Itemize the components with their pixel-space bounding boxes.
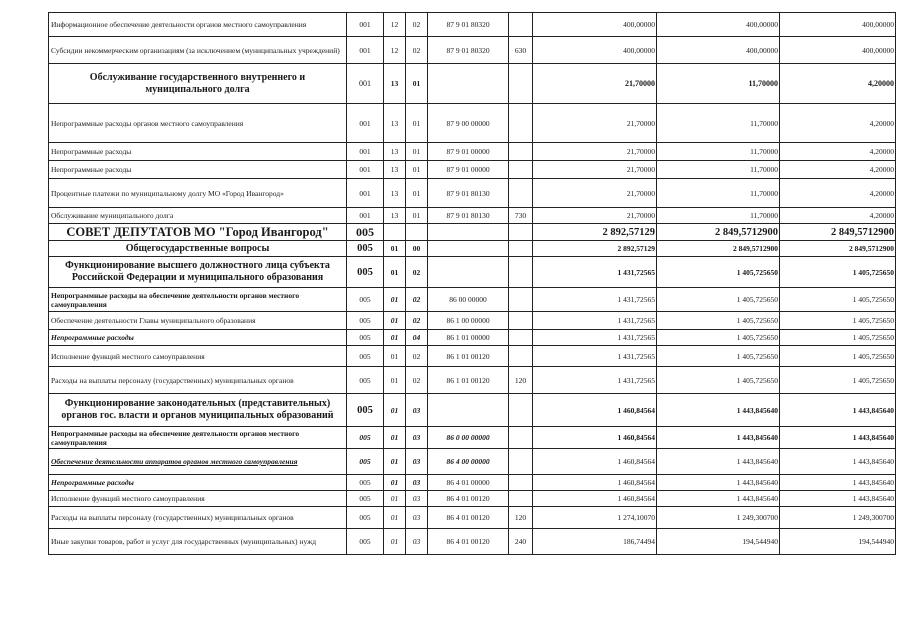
table-row xyxy=(49,491,896,507)
row-sum-year-3: 1 443,845640 xyxy=(780,449,896,475)
row-expense-type xyxy=(509,346,533,367)
row-sum-year-1: 21,70000 xyxy=(533,104,657,143)
row-name: Обеспечение деятельности аппаратов органов местного самоуправления xyxy=(49,449,347,475)
row-target-article: 86 0 00 00000 xyxy=(428,427,509,449)
row-admin-code: 005 xyxy=(347,346,384,367)
row-sum-year-1: 1 460,84564 xyxy=(533,475,657,491)
row-subsection: 03 xyxy=(406,449,428,475)
row-subsection: 02 xyxy=(406,13,428,37)
row-sum-year-2: 1 443,845640 xyxy=(657,475,780,491)
row-sum-year-2: 1 405,725650 xyxy=(657,257,780,288)
row-section: 13 xyxy=(384,208,406,224)
row-target-article xyxy=(428,64,509,104)
table-row xyxy=(49,507,896,529)
row-subsection xyxy=(406,224,428,241)
row-sum-year-1: 1 431,72565 xyxy=(533,257,657,288)
row-sum-year-2: 400,00000 xyxy=(657,13,780,37)
row-sum-year-1: 21,70000 xyxy=(533,161,657,179)
row-name: СОВЕТ ДЕПУТАТОВ МО "Город Ивангород" xyxy=(49,224,347,241)
row-target-article: 86 4 01 00000 xyxy=(428,475,509,491)
row-name: Иные закупки товаров, работ и услуг для государственных (муниципальных) нужд xyxy=(49,529,347,555)
row-sum-year-3: 1 405,725650 xyxy=(780,330,896,346)
row-sum-year-1: 1 460,84564 xyxy=(533,394,657,427)
row-name: Функционирование законодательных (представительных) органов гос. власти и органов муниципальных образований xyxy=(49,394,347,427)
row-admin-code: 005 xyxy=(347,475,384,491)
row-admin-code: 005 xyxy=(347,427,384,449)
row-section: 01 xyxy=(384,346,406,367)
row-sum-year-3: 1 405,725650 xyxy=(780,288,896,312)
table-row xyxy=(49,257,896,288)
row-subsection: 03 xyxy=(406,529,428,555)
row-target-article: 87 9 01 80130 xyxy=(428,179,509,208)
row-name: Процентные платежи по муниципальному долгу МО «Город Ивангород» xyxy=(49,179,347,208)
row-sum-year-1: 1 431,72565 xyxy=(533,288,657,312)
row-name: Непрограммные расходы органов местного самоуправления xyxy=(49,104,347,143)
table-row xyxy=(49,208,896,224)
row-target-article: 86 1 01 00120 xyxy=(428,367,509,394)
row-admin-code: 005 xyxy=(347,312,384,330)
row-section: 01 xyxy=(384,288,406,312)
row-sum-year-3: 1 405,725650 xyxy=(780,257,896,288)
table-row xyxy=(49,37,896,64)
row-name: Общегосударственные вопросы xyxy=(49,241,347,257)
row-subsection: 03 xyxy=(406,507,428,529)
row-target-article: 86 4 01 00120 xyxy=(428,491,509,507)
row-subsection: 04 xyxy=(406,330,428,346)
row-expense-type xyxy=(509,161,533,179)
row-expense-type xyxy=(509,179,533,208)
row-subsection: 02 xyxy=(406,312,428,330)
row-subsection: 01 xyxy=(406,161,428,179)
table-row xyxy=(49,161,896,179)
table-row xyxy=(49,143,896,161)
row-sum-year-1: 1 274,10070 xyxy=(533,507,657,529)
row-subsection: 02 xyxy=(406,346,428,367)
row-expense-type xyxy=(509,475,533,491)
table-row xyxy=(49,449,896,475)
row-subsection: 02 xyxy=(406,367,428,394)
row-target-article: 87 9 01 80320 xyxy=(428,37,509,64)
row-admin-code: 001 xyxy=(347,64,384,104)
row-admin-code: 005 xyxy=(347,241,384,257)
row-name: Непрограммные расходы на обеспечение деятельности органов местного самоуправления xyxy=(49,427,347,449)
row-sum-year-2: 2 849,5712900 xyxy=(657,224,780,241)
row-sum-year-3: 1 443,845640 xyxy=(780,427,896,449)
row-name: Исполнение функций местного самоуправления xyxy=(49,491,347,507)
row-name: Расходы на выплаты персоналу (государственных) муниципальных органов xyxy=(49,367,347,394)
row-expense-type xyxy=(509,312,533,330)
table-row xyxy=(49,427,896,449)
row-sum-year-3: 1 405,725650 xyxy=(780,367,896,394)
row-sum-year-1: 400,00000 xyxy=(533,13,657,37)
row-sum-year-1: 1 460,84564 xyxy=(533,427,657,449)
row-sum-year-2: 1 405,725650 xyxy=(657,330,780,346)
table-row xyxy=(49,312,896,330)
row-target-article xyxy=(428,257,509,288)
row-target-article: 86 1 01 00120 xyxy=(428,346,509,367)
row-sum-year-2: 194,544940 xyxy=(657,529,780,555)
row-expense-type xyxy=(509,330,533,346)
row-admin-code: 005 xyxy=(347,394,384,427)
row-target-article: 87 9 01 00000 xyxy=(428,161,509,179)
row-subsection: 03 xyxy=(406,491,428,507)
row-section: 01 xyxy=(384,507,406,529)
row-sum-year-1: 1 431,72565 xyxy=(533,346,657,367)
row-section: 13 xyxy=(384,64,406,104)
row-subsection: 03 xyxy=(406,427,428,449)
row-expense-type xyxy=(509,449,533,475)
table-row xyxy=(49,64,896,104)
row-admin-code: 001 xyxy=(347,104,384,143)
row-target-article: 87 9 01 80320 xyxy=(428,13,509,37)
row-sum-year-1: 1 431,72565 xyxy=(533,312,657,330)
row-target-article: 86 00 00000 xyxy=(428,288,509,312)
row-expense-type xyxy=(509,64,533,104)
row-sum-year-3: 400,00000 xyxy=(780,37,896,64)
row-section: 01 xyxy=(384,529,406,555)
row-expense-type xyxy=(509,241,533,257)
row-admin-code: 005 xyxy=(347,449,384,475)
row-name: Исполнение функций местного самоуправления xyxy=(49,346,347,367)
row-admin-code: 001 xyxy=(347,179,384,208)
row-name: Обеспечение деятельности Главы муниципального образования xyxy=(49,312,347,330)
table-row xyxy=(49,179,896,208)
row-name: Расходы на выплаты персоналу (государственных) муниципальных органов xyxy=(49,507,347,529)
row-sum-year-2: 1 405,725650 xyxy=(657,367,780,394)
row-admin-code: 001 xyxy=(347,143,384,161)
row-name: Непрограммные расходы xyxy=(49,330,347,346)
row-expense-type xyxy=(509,104,533,143)
row-target-article: 86 4 01 00120 xyxy=(428,507,509,529)
row-sum-year-3: 1 443,845640 xyxy=(780,394,896,427)
row-sum-year-3: 2 849,5712900 xyxy=(780,224,896,241)
row-sum-year-2: 1 405,725650 xyxy=(657,312,780,330)
row-name: Функционирование высшего должностного лица субъекта Российской Федерации и муниципального образования xyxy=(49,257,347,288)
row-expense-type xyxy=(509,427,533,449)
row-sum-year-3: 4,20000 xyxy=(780,143,896,161)
row-admin-code: 005 xyxy=(347,491,384,507)
row-subsection: 02 xyxy=(406,37,428,64)
table-body xyxy=(49,13,896,555)
row-sum-year-2: 11,70000 xyxy=(657,179,780,208)
row-target-article: 87 9 00 00000 xyxy=(428,104,509,143)
row-sum-year-2: 11,70000 xyxy=(657,64,780,104)
row-sum-year-3: 194,544940 xyxy=(780,529,896,555)
row-target-article xyxy=(428,394,509,427)
row-sum-year-2: 1 405,725650 xyxy=(657,288,780,312)
row-section: 01 xyxy=(384,394,406,427)
row-admin-code: 005 xyxy=(347,529,384,555)
row-section: 13 xyxy=(384,104,406,143)
row-sum-year-1: 186,74494 xyxy=(533,529,657,555)
row-sum-year-1: 1 460,84564 xyxy=(533,491,657,507)
table-row xyxy=(49,475,896,491)
row-sum-year-2: 1 443,845640 xyxy=(657,491,780,507)
row-name: Обслуживание муниципального долга xyxy=(49,208,347,224)
row-section: 01 xyxy=(384,449,406,475)
row-target-article xyxy=(428,241,509,257)
row-sum-year-2: 1 443,845640 xyxy=(657,449,780,475)
row-section: 13 xyxy=(384,161,406,179)
row-sum-year-3: 1 443,845640 xyxy=(780,491,896,507)
budget-table-sheet xyxy=(48,12,894,555)
row-subsection: 03 xyxy=(406,475,428,491)
table-row xyxy=(49,529,896,555)
row-expense-type xyxy=(509,13,533,37)
table-row xyxy=(49,104,896,143)
row-name: Непрограммные расходы xyxy=(49,161,347,179)
row-expense-type: 240 xyxy=(509,529,533,555)
row-sum-year-3: 1 405,725650 xyxy=(780,346,896,367)
row-section: 12 xyxy=(384,37,406,64)
row-target-article: 86 1 00 00000 xyxy=(428,312,509,330)
row-section: 12 xyxy=(384,13,406,37)
row-section: 01 xyxy=(384,312,406,330)
row-expense-type xyxy=(509,224,533,241)
row-subsection: 03 xyxy=(406,394,428,427)
row-subsection: 01 xyxy=(406,104,428,143)
row-sum-year-3: 1 405,725650 xyxy=(780,312,896,330)
row-name: Информационное обеспечение деятельности органов местного самоуправления xyxy=(49,13,347,37)
row-subsection: 02 xyxy=(406,257,428,288)
table-row xyxy=(49,13,896,37)
row-sum-year-3: 4,20000 xyxy=(780,179,896,208)
table-row xyxy=(49,367,896,394)
row-sum-year-2: 2 849,5712900 xyxy=(657,241,780,257)
row-section: 01 xyxy=(384,427,406,449)
row-expense-type xyxy=(509,143,533,161)
row-sum-year-3: 4,20000 xyxy=(780,64,896,104)
row-sum-year-1: 2 892,57129 xyxy=(533,241,657,257)
row-sum-year-3: 2 849,5712900 xyxy=(780,241,896,257)
table-row xyxy=(49,288,896,312)
row-expense-type: 120 xyxy=(509,507,533,529)
row-sum-year-2: 1 405,725650 xyxy=(657,346,780,367)
row-target-article xyxy=(428,224,509,241)
row-expense-type: 630 xyxy=(509,37,533,64)
row-target-article: 86 4 01 00120 xyxy=(428,529,509,555)
row-sum-year-2: 11,70000 xyxy=(657,104,780,143)
row-admin-code: 001 xyxy=(347,37,384,64)
row-subsection: 01 xyxy=(406,208,428,224)
row-sum-year-1: 1 431,72565 xyxy=(533,367,657,394)
row-sum-year-3: 400,00000 xyxy=(780,13,896,37)
row-sum-year-1: 21,70000 xyxy=(533,179,657,208)
budget-table xyxy=(48,12,896,555)
row-sum-year-3: 4,20000 xyxy=(780,208,896,224)
row-section: 01 xyxy=(384,367,406,394)
row-target-article: 87 9 01 80130 xyxy=(428,208,509,224)
row-sum-year-1: 400,00000 xyxy=(533,37,657,64)
row-subsection: 00 xyxy=(406,241,428,257)
row-subsection: 01 xyxy=(406,143,428,161)
row-subsection: 01 xyxy=(406,179,428,208)
row-sum-year-1: 21,70000 xyxy=(533,208,657,224)
row-name: Субсидии некоммерческим организациям (за исключением (муниципальных учреждений) xyxy=(49,37,347,64)
row-expense-type xyxy=(509,257,533,288)
row-sum-year-3: 1 249,300700 xyxy=(780,507,896,529)
row-sum-year-1: 21,70000 xyxy=(533,64,657,104)
row-sum-year-2: 400,00000 xyxy=(657,37,780,64)
row-section: 13 xyxy=(384,179,406,208)
row-section: 13 xyxy=(384,143,406,161)
row-expense-type xyxy=(509,288,533,312)
row-admin-code: 001 xyxy=(347,208,384,224)
row-section: 01 xyxy=(384,491,406,507)
row-name: Непрограммные расходы на обеспечение деятельности органов местного самоуправления xyxy=(49,288,347,312)
row-expense-type xyxy=(509,491,533,507)
row-target-article: 87 9 01 00000 xyxy=(428,143,509,161)
row-section: 01 xyxy=(384,330,406,346)
row-admin-code: 001 xyxy=(347,13,384,37)
row-sum-year-2: 11,70000 xyxy=(657,161,780,179)
row-target-article: 86 4 00 00000 xyxy=(428,449,509,475)
row-admin-code: 005 xyxy=(347,224,384,241)
row-subsection: 01 xyxy=(406,64,428,104)
row-sum-year-2: 11,70000 xyxy=(657,208,780,224)
table-row xyxy=(49,330,896,346)
row-sum-year-2: 11,70000 xyxy=(657,143,780,161)
row-sum-year-2: 1 249,300700 xyxy=(657,507,780,529)
row-name: Непрограммные расходы xyxy=(49,475,347,491)
row-sum-year-2: 1 443,845640 xyxy=(657,427,780,449)
table-row xyxy=(49,394,896,427)
row-sum-year-2: 1 443,845640 xyxy=(657,394,780,427)
row-target-article: 86 1 01 00000 xyxy=(428,330,509,346)
row-expense-type: 120 xyxy=(509,367,533,394)
row-section xyxy=(384,224,406,241)
table-row xyxy=(49,346,896,367)
row-admin-code: 005 xyxy=(347,257,384,288)
row-sum-year-3: 4,20000 xyxy=(780,104,896,143)
row-sum-year-1: 2 892,57129 xyxy=(533,224,657,241)
row-sum-year-3: 4,20000 xyxy=(780,161,896,179)
row-name: Непрограммные расходы xyxy=(49,143,347,161)
table-row xyxy=(49,224,896,241)
row-sum-year-1: 1 431,72565 xyxy=(533,330,657,346)
row-section: 01 xyxy=(384,257,406,288)
row-admin-code: 005 xyxy=(347,507,384,529)
row-expense-type: 730 xyxy=(509,208,533,224)
row-subsection: 02 xyxy=(406,288,428,312)
row-section: 01 xyxy=(384,241,406,257)
row-admin-code: 005 xyxy=(347,330,384,346)
row-expense-type xyxy=(509,394,533,427)
row-sum-year-1: 1 460,84564 xyxy=(533,449,657,475)
table-row xyxy=(49,241,896,257)
row-admin-code: 001 xyxy=(347,161,384,179)
row-section: 01 xyxy=(384,475,406,491)
row-name: Обслуживание государственного внутреннего и муниципального долга xyxy=(49,64,347,104)
row-admin-code: 005 xyxy=(347,288,384,312)
row-sum-year-3: 1 443,845640 xyxy=(780,475,896,491)
row-admin-code: 005 xyxy=(347,367,384,394)
row-sum-year-1: 21,70000 xyxy=(533,143,657,161)
